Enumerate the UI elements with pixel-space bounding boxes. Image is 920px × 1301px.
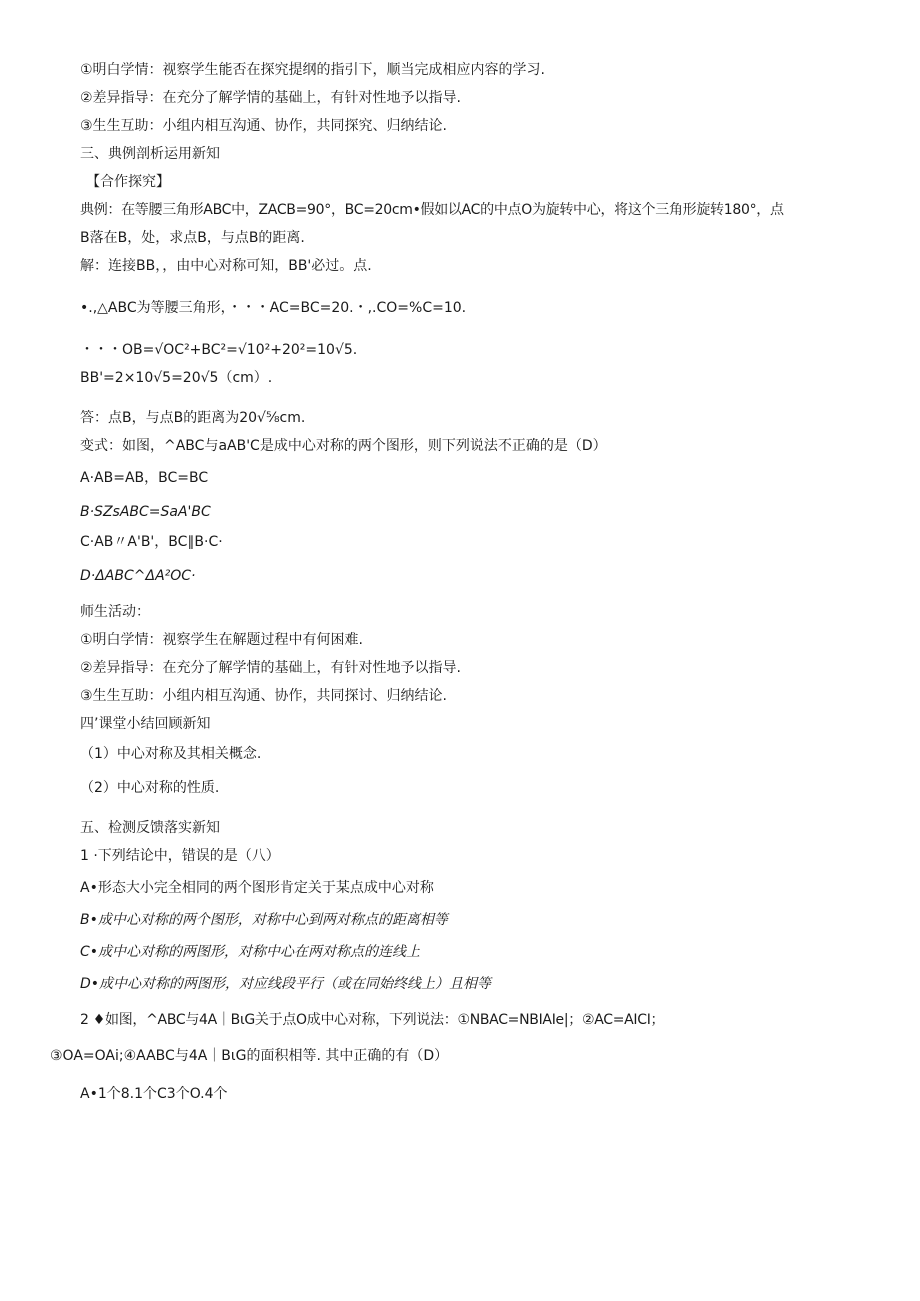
example-problem-line-1: 典例：在等腰三角形ABC中，ZACB=90°，BC=20cm•假如以AC的中点O为旋转中心，将这个三角形旋转180°，点 [80,202,784,218]
question-2-line-1: 2 ♦如图，^ABC与4A｜BιG关于点O成中心对称，下列说法：①NBAC=NBIAIe|；②AC=AICI； [80,1012,665,1028]
answer-line: 答：点B，与点B的距离为20√⅝cm. [80,410,306,426]
solution-line-4: BB'=2×10√5=20√5（cm）. [80,370,273,386]
variant-option-c: C·AB〃A'B'，BC∥B·C· [80,534,223,550]
question-1-option-c: C•成中心对称的两图形，对称中心在两对称点的连线上 [80,944,421,960]
text-line-2: ②差异指导：在充分了解学情的基础上，有针对性地予以指导. [80,90,461,106]
text-line-1: ①明白学情：视察学生能否在探究提纲的指引下，顺当完成相应内容的学习. [80,62,545,78]
solution-line-2: •.,△ABC为等腰三角形，・・・AC=BC=20.・,.CO=%C=10. [80,300,467,316]
question-1-option-a: A•形态大小完全相同的两个图形肯定关于某点成中心对称 [80,880,434,896]
variant-option-a: A·AB=AB，BC=BC [80,470,209,486]
teacher-student-activity: 师生活动： [80,604,150,620]
question-2-options: A•1个8.1个C3个O.4个 [80,1086,228,1102]
variant-option-b: B·SZsABC=SaA'BC [80,504,211,520]
section-heading-5: 五、检测反馈落实新知 [80,820,220,836]
activity-item-1: ①明白学情：视察学生在解题过程中有何困难. [80,632,363,648]
subsection-heading: 【合作探究】 [86,174,170,190]
solution-line-1: 解：连接BB，，由中心对称可知，BB'必过。点. [80,258,372,274]
solution-line-3: ・・・OB=√OC²+BC²=√10²+20²=10√5. [80,342,358,358]
summary-item-1: （1）中心对称及其相关概念. [80,746,262,762]
question-1-option-d: D•成中心对称的两图形，对应线段平行（或在同始终线上）且相等 [80,976,492,992]
summary-item-2: （2）中心对称的性质. [80,780,220,796]
section-heading-3: 三、典例剖析运用新知 [80,146,220,162]
variant-option-d: D·ΔABC^ΔA²OC· [80,568,196,584]
variant-question: 变式：如图，^ABC与aAB'C是成中心对称的两个图形，则下列说法不正确的是（D） [80,438,607,454]
activity-item-2: ②差异指导：在充分了解学情的基础上，有针对性地予以指导. [80,660,461,676]
text-line-3: ③生生互助：小组内相互沟通、协作，共同探究、归纳结论. [80,118,447,134]
example-problem-line-2: B落在B，处，求点B，与点B的距离. [80,230,305,246]
activity-item-3: ③生生互助：小组内相互沟通、协作，共同探讨、归纳结论. [80,688,447,704]
question-1-option-b: B•成中心对称的两个图形，对称中心到两对称点的距离相等 [80,912,448,928]
question-2-line-2: ③OA=OAi;④AABC与4A｜BιG的面积相等. 其中正确的有（D） [50,1048,449,1064]
question-1: 1 ·下列结论中，错误的是（八） [80,848,280,864]
section-heading-4: 四’课堂小结回顾新知 [80,716,211,732]
